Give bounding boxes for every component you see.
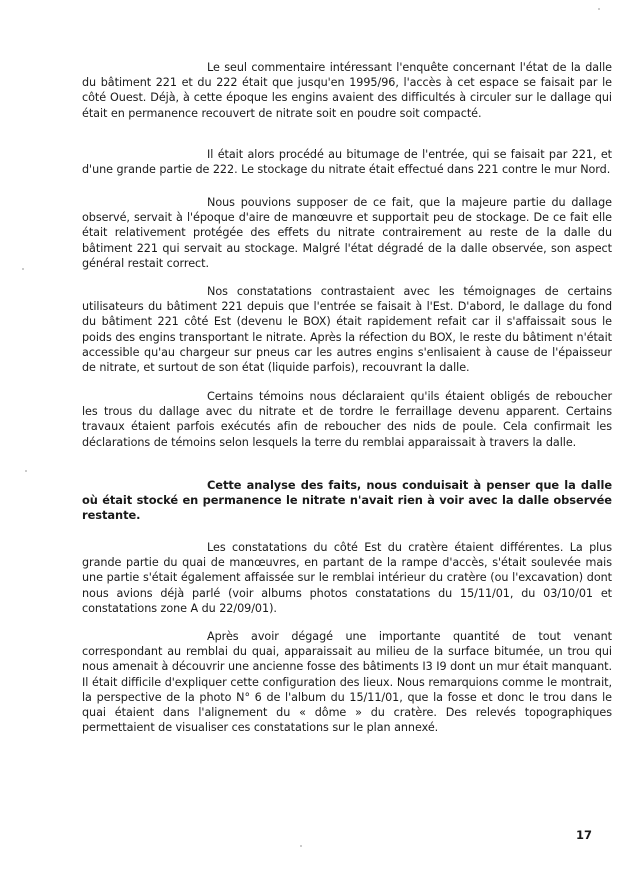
scan-speck bbox=[22, 268, 24, 270]
page-number: 17 bbox=[575, 828, 592, 842]
conclusion-statement: Cette analyse des faits, nous conduisait à penser que la dalle où était stocké en permanence le nitrate n'avait rien à voir avec la dalle observée restante. bbox=[82, 478, 612, 523]
scan-speck bbox=[598, 8, 600, 10]
paragraph-bitumen: Il était alors procédé au bitumage de l'entrée, qui se faisait par 221, et d'une grande partie de 222. Le stockage du nitrate était effectué dans 221 contre le mur Nord. bbox=[82, 148, 612, 177]
paragraph-witnesses: Certains témoins nous déclaraient qu'ils étaient obligés de reboucher les trous du dallage avec du nitrate et de tordre le ferraillage devenu apparent. Certains travaux étaient parfois exécutés afin de reboucher des nids de poule. Cela confirmait les déclarations de témoins selon lesquels la terre du remblai apparaissait à travers la dalle. bbox=[82, 390, 612, 449]
paragraph-excavation: Après avoir dégagé une importante quantité de tout venant correspondant au remblai du quai, apparaissait au milieu de la surface bitumée, un trou qui nous amenait à découvrir une ancienne fosse des bâtiments I3 I9 dont un mur était manquant. Il était difficile d'expliquer cette configuration des lieux. Nous remarquions comme le montrait, la perspective de la photo N° 6 de l'album du 15/11/01, que la fosse et donc le trou dans le quai étaient dans l'alignement du « dôme » du cratère. Des relevés topographiques permettaient de visualiser ces constatations sur le plan annexé. bbox=[82, 630, 612, 735]
paragraph-slab-comment: Le seul commentaire intéressant l'enquête concernant l'état de la dalle du bâtiment 221 et du 222 était que jusqu'en 1995/96, l'accès à cet espace se faisait par le côté Ouest. Déjà, à cette époque les engins avaient des difficultés à circuler sur le dallage qui était en permanence recouvert de nitrate soit en poudre soit compacté. bbox=[82, 61, 612, 120]
paragraph-manoeuvre-area: Nous pouvions supposer de ce fait, que la majeure partie du dallage observé, servait à l'époque d'aire de manœuvre et supportait peu de stockage. De ce fait elle était relativement protégée des effets du nitrate contrairement au reste de la dalle du bâtiment 221 qui servait au stockage. Malgré l'état dégradé de la dalle observée, son aspect général restait correct. bbox=[82, 196, 612, 270]
paragraph-east-side: Les constatations du côté Est du cratère étaient différentes. La plus grande partie du quai de manœuvres, en partant de la rampe d'accès, s'était soulevée mais une partie s'était également affaissée sur le remblai intérieur du cratère (ou l'excavation) dont nous avions déjà parlé (voir albums photos constatations du 15/11/01, du 03/10/01 et constatations zone A du 22/09/01). bbox=[82, 541, 612, 615]
scan-speck bbox=[25, 470, 27, 472]
scan-speck bbox=[300, 845, 302, 847]
paragraph-testimonies: Nos constatations contrastaient avec les témoignages de certains utilisateurs du bâtiment 221 depuis que l'entrée se faisait à l'Est. D'abord, le dallage du fond du bâtiment 221 côté Est (devenu le BOX) était rapidement refait car il s'affaissait sous le poids des engins transportant le nitrate. Après la réfection du BOX, le reste du bâtiment n'était accessible qu'au chargeur sur pneus car les autres engins s'enlisaient à cause de l'épaisseur de nitrate, et surtout de son état (liquide parfois), recouvrant la dalle. bbox=[82, 285, 612, 375]
